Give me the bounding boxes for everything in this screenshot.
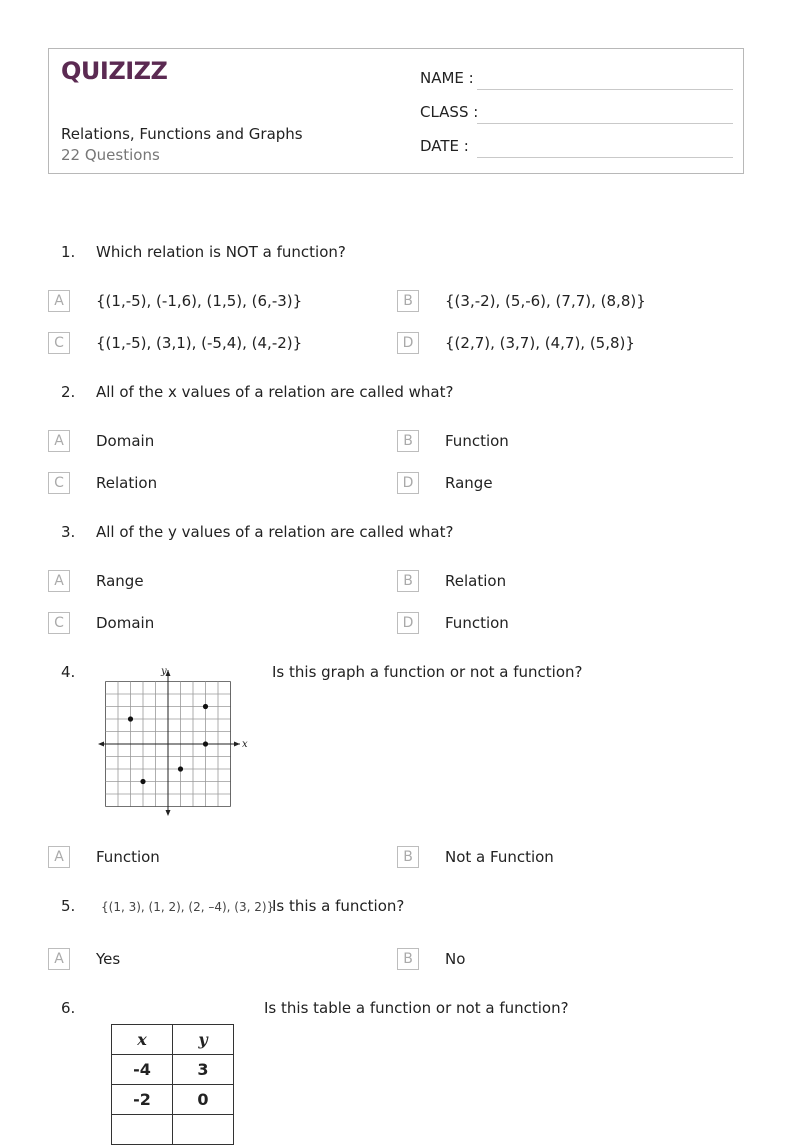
question-text: Is this graph a function or not a function?	[272, 663, 583, 681]
option-letter[interactable]: A	[48, 948, 70, 970]
table-row	[112, 1115, 234, 1145]
xy-table	[111, 1024, 234, 1145]
y-axis-label: y	[161, 666, 167, 677]
coordinate-graph	[94, 662, 254, 820]
option-letter[interactable]: D	[397, 612, 419, 634]
table-cell: -2	[112, 1085, 173, 1115]
table-header-x: x	[112, 1025, 173, 1055]
option-text[interactable]: Domain	[96, 432, 155, 450]
class-label: CLASS :	[420, 103, 479, 121]
question-text: Is this a function?	[272, 897, 405, 915]
x-axis-label: x	[242, 739, 248, 750]
table-row	[112, 1085, 234, 1115]
option-text[interactable]: Range	[445, 474, 493, 492]
option-letter[interactable]: C	[48, 472, 70, 494]
table-cell	[173, 1115, 234, 1145]
question-text: All of the x values of a relation are called what?	[96, 383, 454, 401]
option-text[interactable]: {(2,7), (3,7), (4,7), (5,8)}	[445, 334, 635, 352]
table-header-y: y	[173, 1025, 234, 1055]
graph-point	[140, 779, 145, 784]
table-row	[112, 1055, 234, 1085]
option-letter[interactable]: A	[48, 430, 70, 452]
quizizz-logo: QUIZIZZ	[61, 57, 168, 85]
x-axis-arrow-left	[98, 742, 104, 747]
graph-point	[203, 741, 208, 746]
option-text[interactable]: Yes	[96, 950, 121, 968]
option-letter[interactable]: B	[397, 846, 419, 868]
question-text: Which relation is NOT a function?	[96, 243, 346, 261]
class-field[interactable]	[477, 123, 733, 124]
option-text[interactable]: {(3,-2), (5,-6), (7,7), (8,8)}	[445, 292, 646, 310]
question-number: 3.	[61, 523, 76, 541]
worksheet-title: Relations, Functions and Graphs	[61, 125, 303, 143]
option-letter[interactable]: D	[397, 332, 419, 354]
option-text[interactable]: Function	[445, 432, 509, 450]
table-cell: 3	[173, 1055, 234, 1085]
question-number: 4.	[61, 663, 76, 681]
option-letter[interactable]: D	[397, 472, 419, 494]
set-notation-image: {(1, 3), (1, 2), (2, –4), (3, 2)}	[101, 900, 275, 914]
option-text[interactable]: {(1,-5), (3,1), (-5,4), (4,-2)}	[96, 334, 303, 352]
option-text[interactable]: Domain	[96, 614, 155, 632]
date-field[interactable]	[477, 157, 733, 158]
table-cell: 0	[173, 1085, 234, 1115]
question-number: 5.	[61, 897, 76, 915]
worksheet-header	[48, 48, 744, 174]
option-letter[interactable]: B	[397, 430, 419, 452]
option-text[interactable]: Function	[445, 614, 509, 632]
table-header-row	[112, 1025, 234, 1055]
question-number: 2.	[61, 383, 76, 401]
option-text[interactable]: Function	[96, 848, 160, 866]
option-text[interactable]: Relation	[445, 572, 507, 590]
question-number: 6.	[61, 999, 76, 1017]
question-text: All of the y values of a relation are called what?	[96, 523, 454, 541]
table-cell	[112, 1115, 173, 1145]
option-text[interactable]: Not a Function	[445, 848, 554, 866]
option-text[interactable]: {(1,-5), (-1,6), (1,5), (6,-3)}	[96, 292, 303, 310]
question-text: Is this table a function or not a function?	[264, 999, 569, 1017]
graph-point	[178, 766, 183, 771]
option-letter[interactable]: B	[397, 570, 419, 592]
x-axis-arrow	[234, 742, 240, 747]
option-text[interactable]: No	[445, 950, 466, 968]
question-count: 22 Questions	[61, 146, 160, 164]
option-letter[interactable]: C	[48, 612, 70, 634]
option-letter[interactable]: C	[48, 332, 70, 354]
option-letter[interactable]: B	[397, 948, 419, 970]
option-letter[interactable]: A	[48, 570, 70, 592]
option-text[interactable]: Range	[96, 572, 144, 590]
date-label: DATE :	[420, 137, 469, 155]
y-axis-arrow-down	[166, 810, 171, 816]
name-label: NAME :	[420, 69, 474, 87]
option-letter[interactable]: A	[48, 846, 70, 868]
name-field[interactable]	[477, 89, 733, 90]
graph-point	[128, 716, 133, 721]
option-text[interactable]: Relation	[96, 474, 158, 492]
graph-point	[203, 704, 208, 709]
option-letter[interactable]: A	[48, 290, 70, 312]
option-letter[interactable]: B	[397, 290, 419, 312]
table-cell: -4	[112, 1055, 173, 1085]
question-number: 1.	[61, 243, 76, 261]
